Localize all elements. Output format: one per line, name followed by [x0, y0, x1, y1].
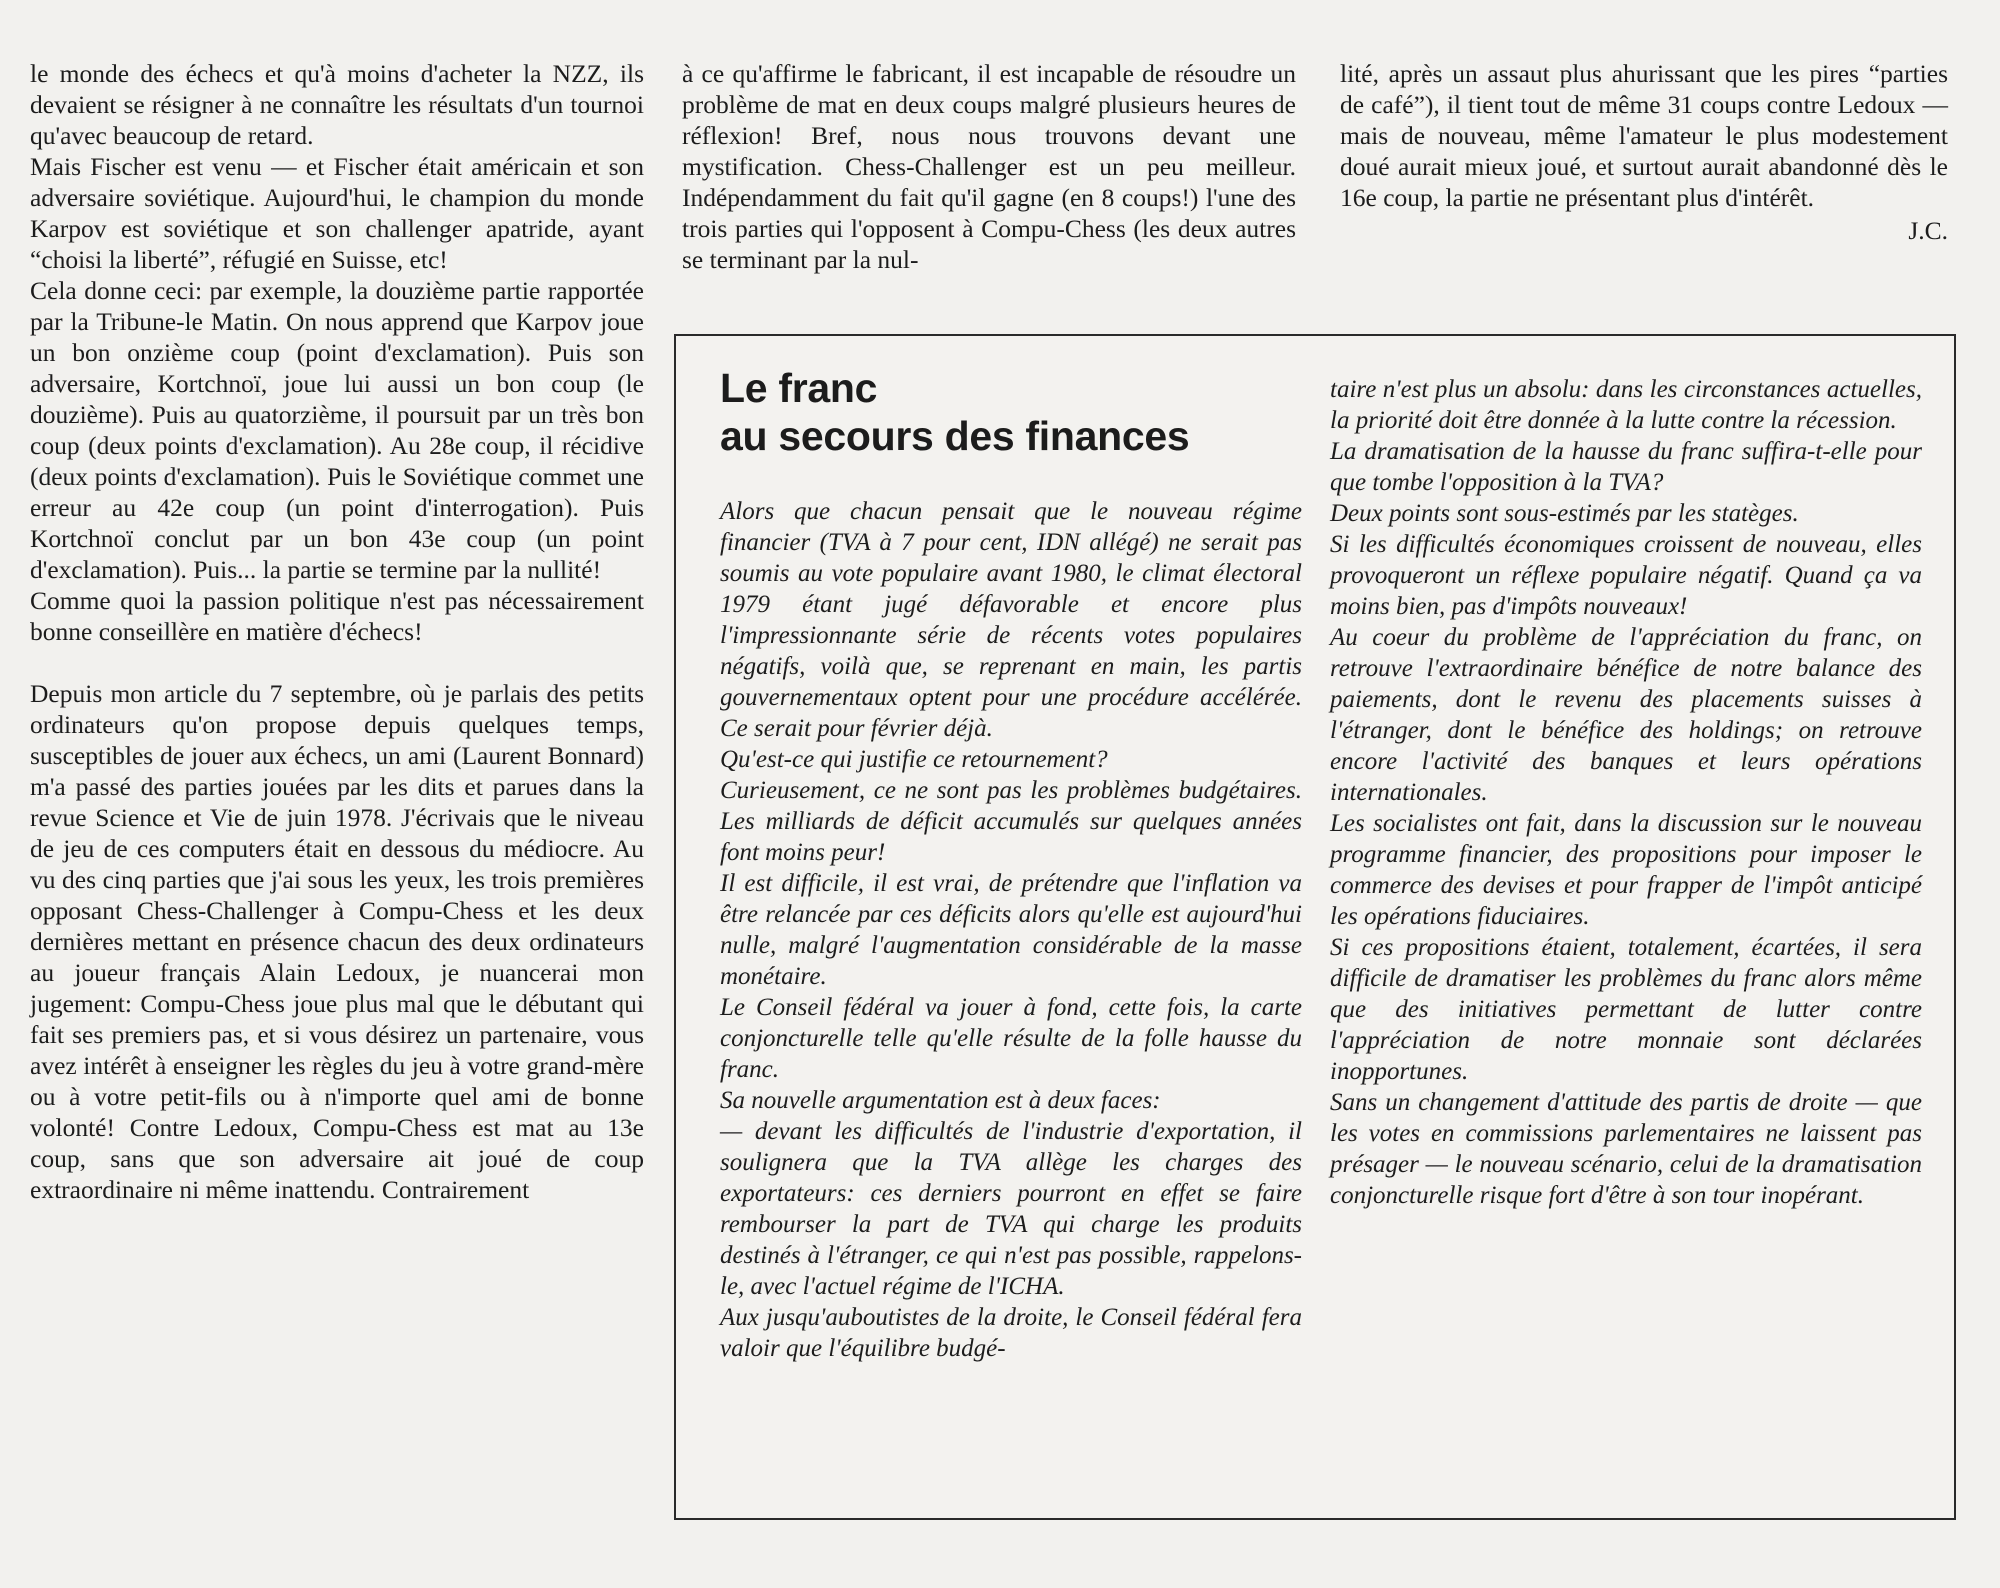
author-signature: J.C. [1908, 216, 1948, 245]
paragraph: Les socialistes ont fait, dans la discussion sur le nouveau programme financier, des propositions pour imposer le commerce des devises et pour frapper de l'impôt anticipé les opérations fiduciaires. [1330, 810, 1922, 930]
paragraph-spacer [30, 647, 644, 678]
paragraph: Aux jusqu'auboutistes de la droite, le Conseil fédéral fera valoir que l'équilibre budgé- [720, 1304, 1302, 1362]
paragraph: Deux points sont sous-estimés par les statèges. [1330, 500, 1799, 527]
boxed-article-title [720, 364, 1189, 460]
paragraph: à ce qu'affirme le fabricant, il est incapable de résoudre un problème de mat en deux coups malgré plusieurs heures de réflexion! Bref, nous nous trouvons devant une mystification. Chess-Challenger est un peu meilleur. Indépendamment du fait qu'il gagne (en 8 coups!) l'une des trois parties qui l'opposent à Compu-Chess (les deux autres se terminant par la nul- [682, 59, 1296, 274]
article-column-1 [30, 58, 644, 1205]
paragraph: Comme quoi la passion politique n'est pas nécessairement bonne conseillère en matière d'échecs! [30, 586, 644, 646]
paragraph: lité, après un assaut plus ahurissant que les pires “parties de café”), il tient tout de même 31 coups contre Ledoux — mais de nouveau, même l'amateur le plus modestement doué aurait mieux joué, et surtout aurait abandonné dès le 16e coup, la partie ne présentant plus d'intérêt. [1340, 59, 1948, 212]
boxed-article-column-left [720, 496, 1302, 1364]
paragraph: taire n'est plus un absolu: dans les circonstances actuelles, la priorité doit être donnée à la lutte contre la récession. [1330, 376, 1922, 434]
article-column-2 [682, 58, 1296, 275]
paragraph: Sans un changement d'attitude des partis de droite — que les votes en commissions parlementaires ne laissent pas présager — le nouveau scénario, celui de la dramatisation conjoncturelle risque fort d'être à son tour inopérant. [1330, 1089, 1922, 1209]
article-column-3 [1340, 58, 1948, 246]
paragraph: Au coeur du problème de l'appréciation du franc, on retrouve l'extraordinaire bénéfice de notre balance des paiements, dont le revenu des placements suisses à l'étranger, dont le bénéfice des holdings; on retrouve encore l'activité des banques et leurs opérations internationales. [1330, 624, 1922, 806]
paragraph: Si ces propositions étaient, totalement, écartées, il sera difficile de dramatiser les problèmes du franc alors même que des initiatives permettant de lutter contre l'appréciation de notre monnaie sont déclarées inopportunes. [1330, 934, 1922, 1085]
paragraph: Alors que chacun pensait que le nouveau régime financier (TVA à 7 pour cent, IDN allégé) ne serait pas soumis au vote populaire avant 1980, le climat électoral 1979 étant jugé défavorable et encore plus l'impressionnante série de récents votes populaires négatifs, voilà que, se reprenant en main, les partis gouvernementaux optent pour une procédure accélérée. Ce serait pour février déjà. [720, 498, 1302, 742]
paragraph: le monde des échecs et qu'à moins d'acheter la NZZ, ils devaient se résigner à ne connaître les résultats d'un tournoi qu'avec beaucoup de retard. [30, 59, 644, 150]
paragraph: — devant les difficultés de l'industrie d'exportation, il soulignera que la TVA allège les charges des exportateurs: ces derniers pourront en effet se faire rembourser la part de TVA qui charge les produits destinés à l'étranger, ce qui n'est pas possible, rappelons-le, avec l'actuel régime de l'ICHA. [720, 1118, 1302, 1300]
paragraph: Le Conseil fédéral va jouer à fond, cette fois, la carte conjoncturelle telle qu'elle résulte de la folle hausse du franc. [720, 994, 1302, 1083]
paragraph: Mais Fischer est venu — et Fischer était américain et son adversaire soviétique. Aujourd'hui, le champion du monde Karpov est soviétique et son challenger apatride, ayant “choisi la liberté”, réfugié en Suisse, etc! [30, 152, 644, 274]
boxed-article [674, 334, 1956, 1520]
paragraph: Depuis mon article du 7 septembre, où je parlais des petits ordinateurs qu'on propose depuis quelques temps, susceptibles de jouer aux échecs, un ami (Laurent Bonnard) m'a passé des parties jouées par les dits et parues dans la revue Science et Vie de juin 1978. J'écrivais que le niveau de jeu de ces computers était en dessous du médiocre. Au vu des cinq parties que j'ai sous les yeux, les trois premières opposant Chess-Challenger à Compu-Chess et les deux dernières mettant en présence chacun des deux ordinateurs au joueur français Alain Ledoux, je nuancerai mon jugement: Compu-Chess joue plus mal que le débutant qui fait ses premiers pas, et si vous désirez un partenaire, vous avez intérêt à enseigner les règles du jeu à votre grand-mère ou à votre petit-fils ou à n'importe quel ami de bonne volonté! Contre Ledoux, Compu-Chess est mat au 13e coup, sans que son adversaire ait joué de coup extraordinaire ni même inattendu. Contrairement [30, 679, 644, 1204]
paragraph: Si les difficultés économiques croissent de nouveau, elles provoqueront un réflexe populaire négatif. Quand ça va moins bien, pas d'impôts nouveaux! [1330, 531, 1922, 620]
paragraph: Sa nouvelle argumentation est à deux faces: [720, 1087, 1161, 1114]
title-line: Le franc [720, 365, 878, 411]
paragraph: Qu'est-ce qui justifie ce retournement? [720, 746, 1108, 773]
paragraph: Il est difficile, il est vrai, de prétendre que l'inflation va être relancée par ces déficits alors qu'elle est aujourd'hui nulle, malgré l'augmentation considérable de la masse monétaire. [720, 870, 1302, 990]
boxed-article-column-right [1330, 374, 1922, 1211]
paragraph: La dramatisation de la hausse du franc suffira-t-elle pour que tombe l'opposition à la TVA? [1330, 438, 1922, 496]
paragraph: Cela donne ceci: par exemple, la douzième partie rapportée par la Tribune-le Matin. On nous apprend que Karpov joue un bon onzième coup (point d'exclamation). Puis son adversaire, Kortchnoï, joue lui aussi un bon coup (le douzième). Puis au quatorzième, il poursuit par un très bon coup (deux points d'exclamation). Au 28e coup, il récidive (deux points d'exclamation). Puis le Soviétique commet une erreur au 42e coup (un point d'interrogation). Puis Kortchnoï conclut par un bon 43e coup (un point d'exclamation). Puis... la partie se termine par la nullité! [30, 276, 644, 584]
paragraph: Curieusement, ce ne sont pas les problèmes budgétaires. Les milliards de déficit accumulés sur quelques années font moins peur! [720, 777, 1302, 866]
title-line: au secours des finances [720, 413, 1190, 459]
